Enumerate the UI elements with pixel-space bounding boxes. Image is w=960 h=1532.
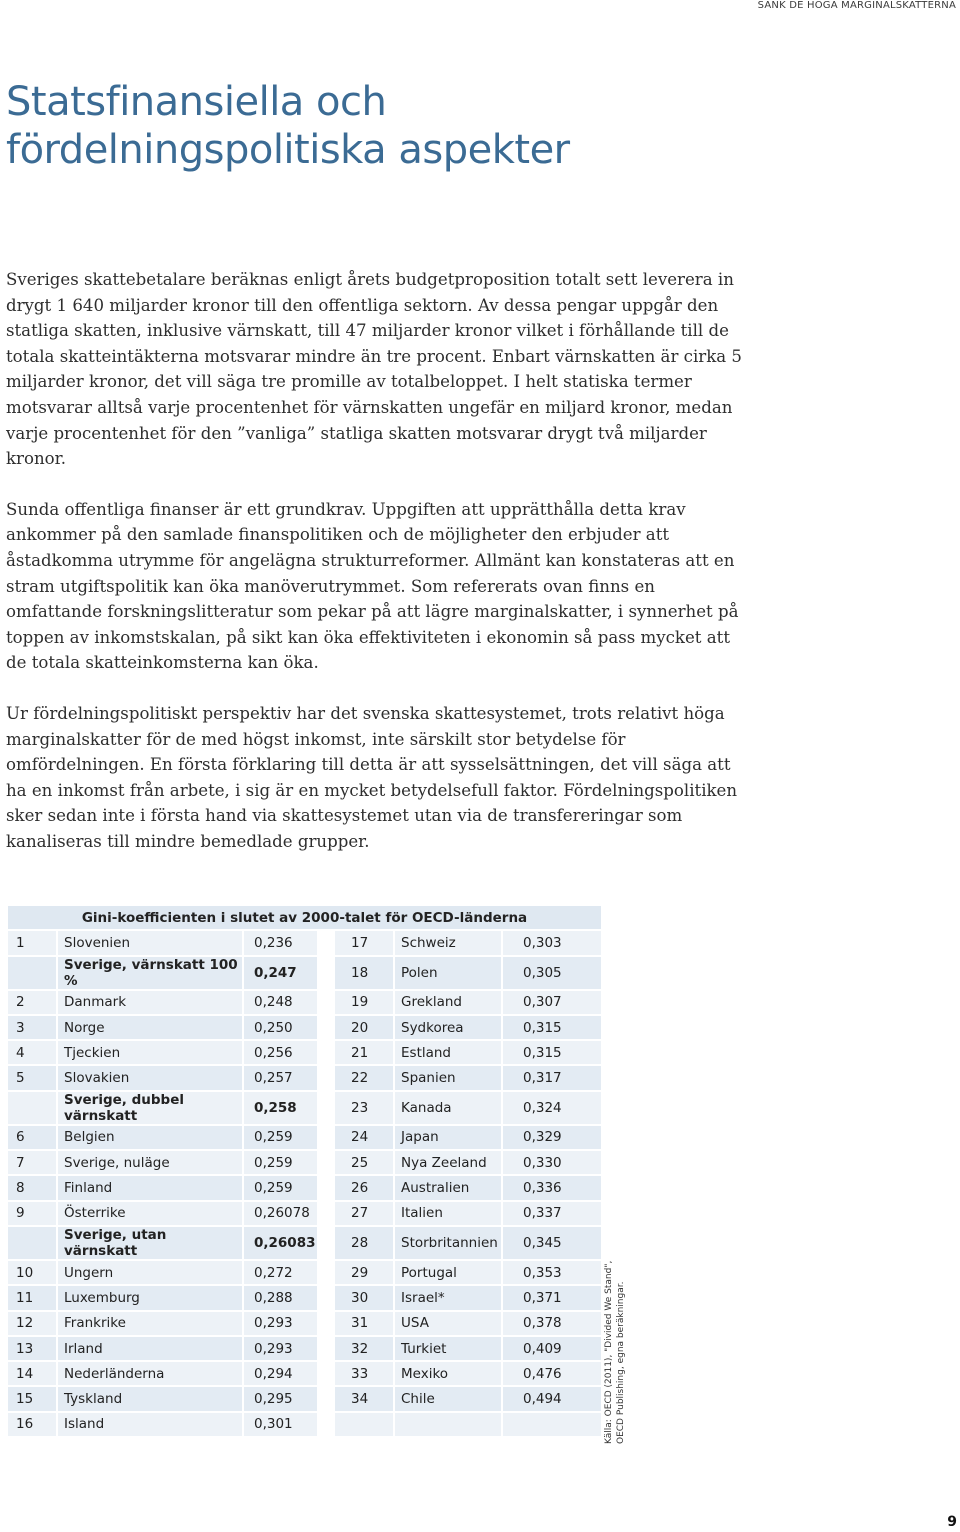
- rank-cell: 10: [8, 1261, 56, 1284]
- value-cell: 0,494: [503, 1387, 601, 1410]
- country-cell: Tyskland: [58, 1387, 242, 1410]
- rank-cell: 28: [335, 1227, 393, 1259]
- column-gap: [319, 1041, 333, 1064]
- column-gap: [319, 991, 333, 1014]
- country-cell: Belgien: [58, 1126, 242, 1149]
- country-cell: Israel*: [395, 1286, 501, 1309]
- table-row: [8, 957, 601, 989]
- column-gap: [319, 1176, 333, 1199]
- country-cell: Slovenien: [58, 931, 242, 954]
- country-cell: Polen: [395, 957, 501, 989]
- country-cell: Norge: [58, 1016, 242, 1039]
- title-line-2: fördelningspolitiska aspekter: [6, 127, 570, 173]
- value-cell: 0,288: [244, 1286, 317, 1309]
- value-cell: 0,353: [503, 1261, 601, 1284]
- country-cell: Slovakien: [58, 1066, 242, 1089]
- rank-cell: 26: [335, 1176, 393, 1199]
- country-cell: Island: [58, 1413, 242, 1436]
- value-cell: 0,301: [244, 1413, 317, 1436]
- value-cell: 0,337: [503, 1202, 601, 1225]
- column-gap: [319, 1261, 333, 1284]
- table-row: [8, 1151, 601, 1174]
- country-cell: Grekland: [395, 991, 501, 1014]
- value-cell: 0,259: [244, 1176, 317, 1199]
- value-cell: 0,272: [244, 1261, 317, 1284]
- value-cell: 0,345: [503, 1227, 601, 1259]
- country-cell: Danmark: [58, 991, 242, 1014]
- country-cell: Sverige, värnskatt 100 %: [58, 957, 242, 989]
- country-cell: Sverige, utan värnskatt: [58, 1227, 242, 1259]
- value-cell: 0,248: [244, 991, 317, 1014]
- rank-cell: 6: [8, 1126, 56, 1149]
- column-gap: [319, 1337, 333, 1360]
- table-row: [8, 991, 601, 1014]
- country-cell: Tjeckien: [58, 1041, 242, 1064]
- table-row: [8, 1176, 601, 1199]
- rank-cell: [8, 1227, 56, 1259]
- rank-cell: 1: [8, 931, 56, 954]
- country-cell: Portugal: [395, 1261, 501, 1284]
- table-row: [8, 1041, 601, 1064]
- table-body: [8, 931, 601, 1436]
- rank-cell: 29: [335, 1261, 393, 1284]
- country-cell: Luxemburg: [58, 1286, 242, 1309]
- table-row: [8, 1202, 601, 1225]
- value-cell: 0,257: [244, 1066, 317, 1089]
- page-number: 9: [947, 1514, 957, 1530]
- value-cell: [503, 1413, 601, 1436]
- table-row: [8, 1126, 601, 1149]
- body-text: [6, 267, 746, 879]
- value-cell: 0,247: [244, 957, 317, 989]
- rank-cell: [335, 1413, 393, 1436]
- country-cell: Spanien: [395, 1066, 501, 1089]
- table-row: [8, 1016, 601, 1039]
- running-header: SÄNK DE HÖGA MARGINALSKATTERNA: [757, 0, 956, 11]
- value-cell: 0,329: [503, 1126, 601, 1149]
- rank-cell: 9: [8, 1202, 56, 1225]
- paragraph: Ur fördelningspolitiskt perspektiv har det svenska skattesystemet, trots relativt höga marginalskatter för de med högst inkomst, inte särskilt stor betydelse för omfördelningen. En första förklaring till detta är att sysselsättningen, det vill säga att ha en inkomst från arbete, i sig är en mycket betydelsefull faktor. Fördelningspolitiken sker sedan inte i första hand via skattesystemet utan via de transfereringar som kanaliseras till mindre bemedlade grupper.: [6, 703, 738, 851]
- rank-cell: 20: [335, 1016, 393, 1039]
- rank-cell: 24: [335, 1126, 393, 1149]
- title-line-1: Statsfinansiella och: [6, 79, 387, 125]
- country-cell: [395, 1413, 501, 1436]
- rank-cell: 22: [335, 1066, 393, 1089]
- value-cell: 0,259: [244, 1151, 317, 1174]
- table-row: [8, 931, 601, 954]
- country-cell: Italien: [395, 1202, 501, 1225]
- rank-cell: 4: [8, 1041, 56, 1064]
- column-gap: [319, 1362, 333, 1385]
- value-cell: 0,378: [503, 1312, 601, 1335]
- rank-cell: 11: [8, 1286, 56, 1309]
- rank-cell: 5: [8, 1066, 56, 1089]
- table-row: [8, 1066, 601, 1089]
- column-gap: [319, 1202, 333, 1225]
- country-cell: USA: [395, 1312, 501, 1335]
- column-gap: [319, 957, 333, 989]
- rank-cell: 14: [8, 1362, 56, 1385]
- column-gap: [319, 1312, 333, 1335]
- rank-cell: 8: [8, 1176, 56, 1199]
- value-cell: 0,324: [503, 1092, 601, 1124]
- column-gap: [319, 1092, 333, 1124]
- column-gap: [319, 1066, 333, 1089]
- value-cell: 0,294: [244, 1362, 317, 1385]
- value-cell: 0,26078: [244, 1202, 317, 1225]
- country-cell: Chile: [395, 1387, 501, 1410]
- value-cell: 0,317: [503, 1066, 601, 1089]
- rank-cell: 13: [8, 1337, 56, 1360]
- country-cell: Japan: [395, 1126, 501, 1149]
- table-row: [8, 1337, 601, 1360]
- country-cell: Storbritannien: [395, 1227, 501, 1259]
- source-line-1: Källa: OECD (2011), "Divided We Stand",: [604, 1260, 614, 1444]
- value-cell: 0,336: [503, 1176, 601, 1199]
- column-gap: [319, 1227, 333, 1259]
- value-cell: 0,26083: [244, 1227, 317, 1259]
- table-row: [8, 1387, 601, 1410]
- rank-cell: 17: [335, 931, 393, 954]
- rank-cell: 15: [8, 1387, 56, 1410]
- value-cell: 0,293: [244, 1312, 317, 1335]
- value-cell: 0,305: [503, 957, 601, 989]
- value-cell: 0,303: [503, 931, 601, 954]
- rank-cell: 32: [335, 1337, 393, 1360]
- rank-cell: 18: [335, 957, 393, 989]
- country-cell: Finland: [58, 1176, 242, 1199]
- value-cell: 0,307: [503, 991, 601, 1014]
- country-cell: Kanada: [395, 1092, 501, 1124]
- table-row: [8, 1312, 601, 1335]
- value-cell: 0,236: [244, 931, 317, 954]
- country-cell: Irland: [58, 1337, 242, 1360]
- table-header-row: [8, 906, 601, 929]
- value-cell: 0,315: [503, 1016, 601, 1039]
- table-row: [8, 1362, 601, 1385]
- country-cell: Sydkorea: [395, 1016, 501, 1039]
- country-cell: Nederländerna: [58, 1362, 242, 1385]
- country-cell: Nya Zeeland: [395, 1151, 501, 1174]
- rank-cell: 16: [8, 1413, 56, 1436]
- country-cell: Australien: [395, 1176, 501, 1199]
- value-cell: 0,330: [503, 1151, 601, 1174]
- country-cell: Sverige, dubbel värnskatt: [58, 1092, 242, 1124]
- rank-cell: 3: [8, 1016, 56, 1039]
- column-gap: [319, 1151, 333, 1174]
- rank-cell: 23: [335, 1092, 393, 1124]
- page-title: [6, 78, 570, 174]
- value-cell: 0,256: [244, 1041, 317, 1064]
- paragraph: Sveriges skattebetalare beräknas enligt årets budgetproposition totalt sett leverera in drygt 1 640 miljarder kronor till den offentliga sektorn. Av dessa pengar uppgår den statliga skatten, inklusive värnskatt, till 47 miljarder kronor vilket i förhållande till de totala skatteintäkterna motsvarar mindre än tre procent. Enbart värnskatten är cirka 5 miljarder kronor, det vill säga tre promille av totalbeloppet. I helt statiska termer motsvarar alltså varje procentenhet för värnskatten ungefär en miljard kronor, medan varje procentenhet för den ”vanliga” statliga skatten motsvarar drygt två miljarder kronor.: [6, 270, 742, 469]
- table-row: [8, 1227, 601, 1259]
- paragraph: Sunda offentliga finanser är ett grundkrav. Uppgiften att upprätthålla detta krav ankommer på den samlade finanspolitiken och de möjligheter den erbjuder att åstadkomma utrymme för angelägna strukturreformer. Allmänt kan konstateras att en stram utgiftspolitik kan öka manöverutrymmet. Som refererats ovan finns en omfattande forskningslitteratur som pekar på att lägre marginalskatter, i synnerhet på toppen av inkomstskalan, på sikt kan öka effektiviteten i ekonomin så pass mycket att de totala skatteinkomsterna kan öka.: [6, 499, 739, 673]
- rank-cell: 27: [335, 1202, 393, 1225]
- rank-cell: 25: [335, 1151, 393, 1174]
- rank-cell: 7: [8, 1151, 56, 1174]
- country-cell: Mexiko: [395, 1362, 501, 1385]
- rank-cell: 33: [335, 1362, 393, 1385]
- gini-table: [6, 904, 603, 1438]
- column-gap: [319, 931, 333, 954]
- rank-cell: [8, 957, 56, 989]
- value-cell: 0,371: [503, 1286, 601, 1309]
- column-gap: [319, 1126, 333, 1149]
- country-cell: Frankrike: [58, 1312, 242, 1335]
- country-cell: Turkiet: [395, 1337, 501, 1360]
- source-note: [603, 1261, 627, 1444]
- table-row: [8, 1092, 601, 1124]
- table-row: [8, 1413, 601, 1436]
- table-title: Gini-koefficienten i slutet av 2000-talet för OECD-länderna: [8, 906, 601, 929]
- source-line-2: OECD Publishing, egna beräkningar.: [616, 1281, 626, 1444]
- value-cell: 0,259: [244, 1126, 317, 1149]
- country-cell: Sverige, nuläge: [58, 1151, 242, 1174]
- value-cell: 0,476: [503, 1362, 601, 1385]
- rank-cell: 30: [335, 1286, 393, 1309]
- rank-cell: 21: [335, 1041, 393, 1064]
- table-row: [8, 1261, 601, 1284]
- rank-cell: 19: [335, 991, 393, 1014]
- country-cell: Schweiz: [395, 931, 501, 954]
- column-gap: [319, 1016, 333, 1039]
- value-cell: 0,315: [503, 1041, 601, 1064]
- rank-cell: [8, 1092, 56, 1124]
- value-cell: 0,293: [244, 1337, 317, 1360]
- rank-cell: 34: [335, 1387, 393, 1410]
- value-cell: 0,409: [503, 1337, 601, 1360]
- column-gap: [319, 1413, 333, 1436]
- rank-cell: 2: [8, 991, 56, 1014]
- country-cell: Estland: [395, 1041, 501, 1064]
- column-gap: [319, 1286, 333, 1309]
- rank-cell: 31: [335, 1312, 393, 1335]
- country-cell: Ungern: [58, 1261, 242, 1284]
- column-gap: [319, 1387, 333, 1410]
- rank-cell: 12: [8, 1312, 56, 1335]
- value-cell: 0,258: [244, 1092, 317, 1124]
- value-cell: 0,295: [244, 1387, 317, 1410]
- table-row: [8, 1286, 601, 1309]
- country-cell: Österrike: [58, 1202, 242, 1225]
- value-cell: 0,250: [244, 1016, 317, 1039]
